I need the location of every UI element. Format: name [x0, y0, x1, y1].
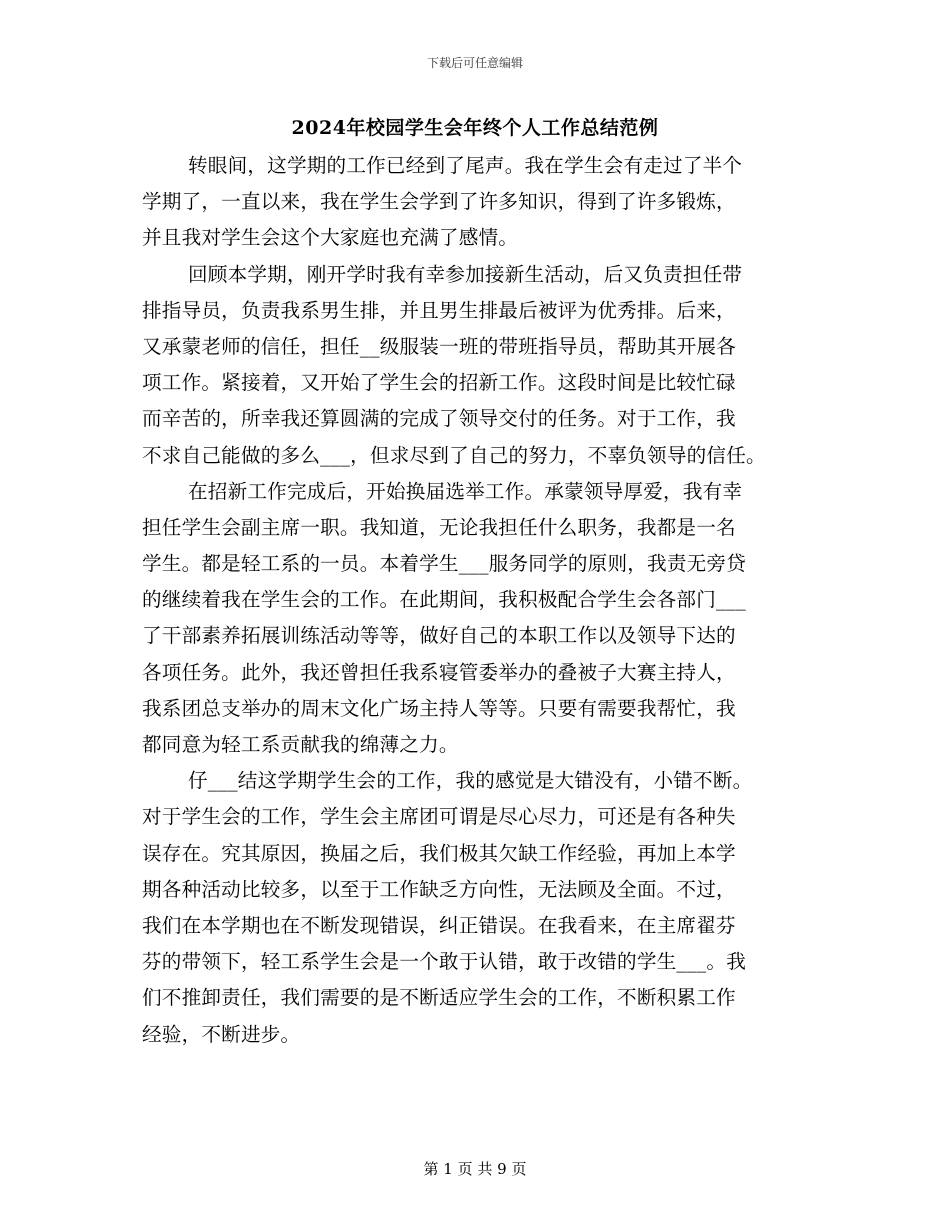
paragraph-3-line-4: 的继续着我在学生会的工作。在此期间，我积极配合学生会各部门___ [142, 588, 747, 612]
paragraph-1-line-1: 转眼间，这学期的工作已经到了尾声。我在学生会有走过了半个 [188, 154, 743, 177]
paragraph-4-line-7: 们不推卸责任，我们需要的是不断适应学生会的工作，不断积累工作 [142, 986, 736, 1010]
paragraph-4-line-8: 经验，不断进步。 [142, 1022, 301, 1046]
paragraph-1-line-2: 学期了，一直以来，我在学生会学到了许多知识，得到了许多锻炼， [142, 190, 736, 214]
page-footer: 第 1 页 共 9 页 [423, 1160, 527, 1178]
paragraph-2-line-1: 回顾本学期，刚开学时我有幸参加接新生活动，后又负责担任带 [188, 262, 743, 286]
paragraph-2-line-5: 而辛苦的，所幸我还算圆满的完成了领导交付的任务。对于工作，我 [142, 407, 736, 431]
paragraph-3-line-6: 各项任务。此外，我还曾担任我系寝管委举办的叠被子大赛主持人， [142, 660, 736, 684]
paragraph-2-line-6: 不求自己能做的多么___，但求尽到了自己的努力，不辜负领导的信任。 [142, 443, 766, 467]
document-body [142, 148, 822, 1053]
document-title: 2024年校园学生会年终个人工作总结范例 [291, 117, 659, 139]
paragraph-4-line-1: 仔___结这学期学生会的工作，我的感觉是大错没有，小错不断。 [188, 769, 753, 793]
paragraph-3-line-7: 我系团总支举办的周末文化广场主持人等等。只要有需要我帮忙，我 [142, 696, 736, 720]
paragraph-4-line-6: 芬的带领下，轻工系学生会是一个敢于认错，敢于改错的学生___。我 [142, 950, 747, 974]
paragraph-2-line-4: 项工作。紧接着，又开始了学生会的招新工作。这段时间是比较忙碌 [142, 371, 736, 395]
paragraph-3-line-3: 学生。都是轻工系的一员。本着学生___服务同学的原则，我责无旁贷 [142, 552, 747, 576]
paragraph-4-line-5: 我们在本学期也在不断发现错误，纠正错误。在我看来，在主席翟芬 [142, 913, 736, 937]
paragraph-2-line-2: 排指导员，负责我系男生排，并且男生排最后被评为优秀排。后来， [142, 298, 736, 322]
paragraph-4-line-4: 期各种活动比较多，以至于工作缺乏方向性，无法顾及全面。不过， [142, 877, 736, 901]
paragraph-2-line-3: 又承蒙老师的信任，担任__级服装一班的带班指导员，帮助其开展各 [142, 334, 737, 358]
paragraph-4-line-2: 对于学生会的工作，学生会主席团可谓是尽心尽力，可还是有各种失 [142, 805, 736, 829]
paragraph-3-line-5: 了干部素养拓展训练活动等等，做好自己的本职工作以及领导下达的 [142, 624, 736, 648]
header-note: 下载后可任意编辑 [426, 56, 523, 70]
paragraph-4-line-3: 误存在。究其原因，换届之后，我们极其欠缺工作经验，再加上本学 [142, 841, 736, 865]
paragraph-3-line-2: 担任学生会副主席一职。我知道，无论我担任什么职务，我都是一名 [142, 515, 736, 539]
paragraph-1-line-3: 并且我对学生会这个大家庭也充满了感情。 [142, 226, 519, 250]
paragraph-3-line-8: 都同意为轻工系贡献我的绵薄之力。 [142, 733, 459, 756]
paragraph-3-line-1: 在招新工作完成后，开始换届选举工作。承蒙领导厚爱，我有幸 [188, 479, 743, 503]
